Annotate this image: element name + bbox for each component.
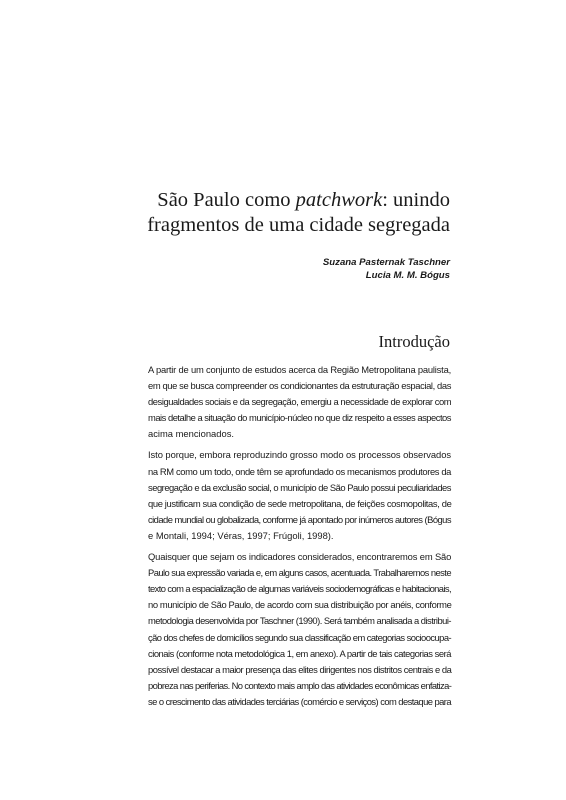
article-title-line-1 (120, 188, 450, 213)
title-text-part-1: São Paulo como (157, 189, 296, 211)
author-name: Lucia M. M. Bógus (365, 270, 450, 281)
paragraph (118, 549, 451, 710)
text-line: possível destacar a maior presença das elites dirigentes nos distritos centrais e da (148, 663, 452, 675)
author-name: Suzana Pasternak Taschner (322, 257, 450, 268)
body-text (118, 362, 451, 715)
text-line: em que se busca compreender os condicionantes da estruturação espacial, das (148, 380, 451, 392)
text-line: segregação e da exclusão social, o município de São Paulo possui peculiaridades (148, 481, 451, 493)
text-line: Paulo sua expressão variada e, em alguns casos, acentuada. Trabalharemos neste (148, 567, 451, 579)
text-line: Quaisquer que sejam os indicadores considerados, encontraremos em São (148, 551, 452, 563)
text-line: que justificam sua condição de sede metropolitana, de feições cosmopolitas, de (148, 497, 452, 509)
paragraph (118, 447, 451, 544)
text-line: e Montali, 1994; Véras, 1997; Frúgoli, 1998). (148, 529, 334, 541)
text-line: cidade mundial ou globalizada, conforme já apontado por inúmeros autores (Bógus (148, 513, 451, 525)
text-line: Isto porque, embora reproduzindo grosso modo os processos observados (148, 449, 451, 461)
text-line: mais detalhe a situação do município-núcleo no que diz respeito a esses aspectos (148, 412, 451, 424)
text-line: se o crescimento das atividades terciárias (comércio e serviços) com destaque para (148, 695, 451, 707)
author-list (200, 256, 450, 282)
text-line: texto com a espacialização de algumas variáveis sociodemográficas e habitacionais, (148, 583, 451, 595)
text-line: metodologia desenvolvida por Taschner (1990). Será também analisada a distribui- (148, 615, 451, 627)
text-line: pobreza nas periferias. No contexto mais amplo das atividades econômicas enfatiza- (148, 679, 452, 691)
text-line: acima mencionados. (148, 428, 234, 440)
text-line: na RM como um todo, onde têm se aprofundado os mecanismos produtores da (148, 465, 451, 477)
paragraph (118, 362, 451, 442)
article-title (120, 188, 450, 237)
text-line: desigualdades sociais e da segregação, emergiu a necessidade de explorar com (148, 396, 452, 408)
text-line: no município de São Paulo, de acordo com sua distribuição por anéis, conforme (148, 599, 452, 611)
text-line: ção dos chefes de domicílios segundo sua classificação em categorias socioocupa- (148, 631, 452, 643)
title-text-part-2: : unindo (382, 189, 450, 211)
text-line: A partir de um conjunto de estudos acerca da Região Metropolitana paulista, (148, 364, 451, 375)
article-title-line-2: fragmentos de uma cidade segregada (147, 213, 450, 236)
text-line: cionais (conforme nota metodológica 1, em anexo). A partir de tais categorias será (148, 647, 451, 659)
title-italic-word: patchwork (295, 189, 383, 211)
section-heading: Introdução (378, 332, 450, 351)
